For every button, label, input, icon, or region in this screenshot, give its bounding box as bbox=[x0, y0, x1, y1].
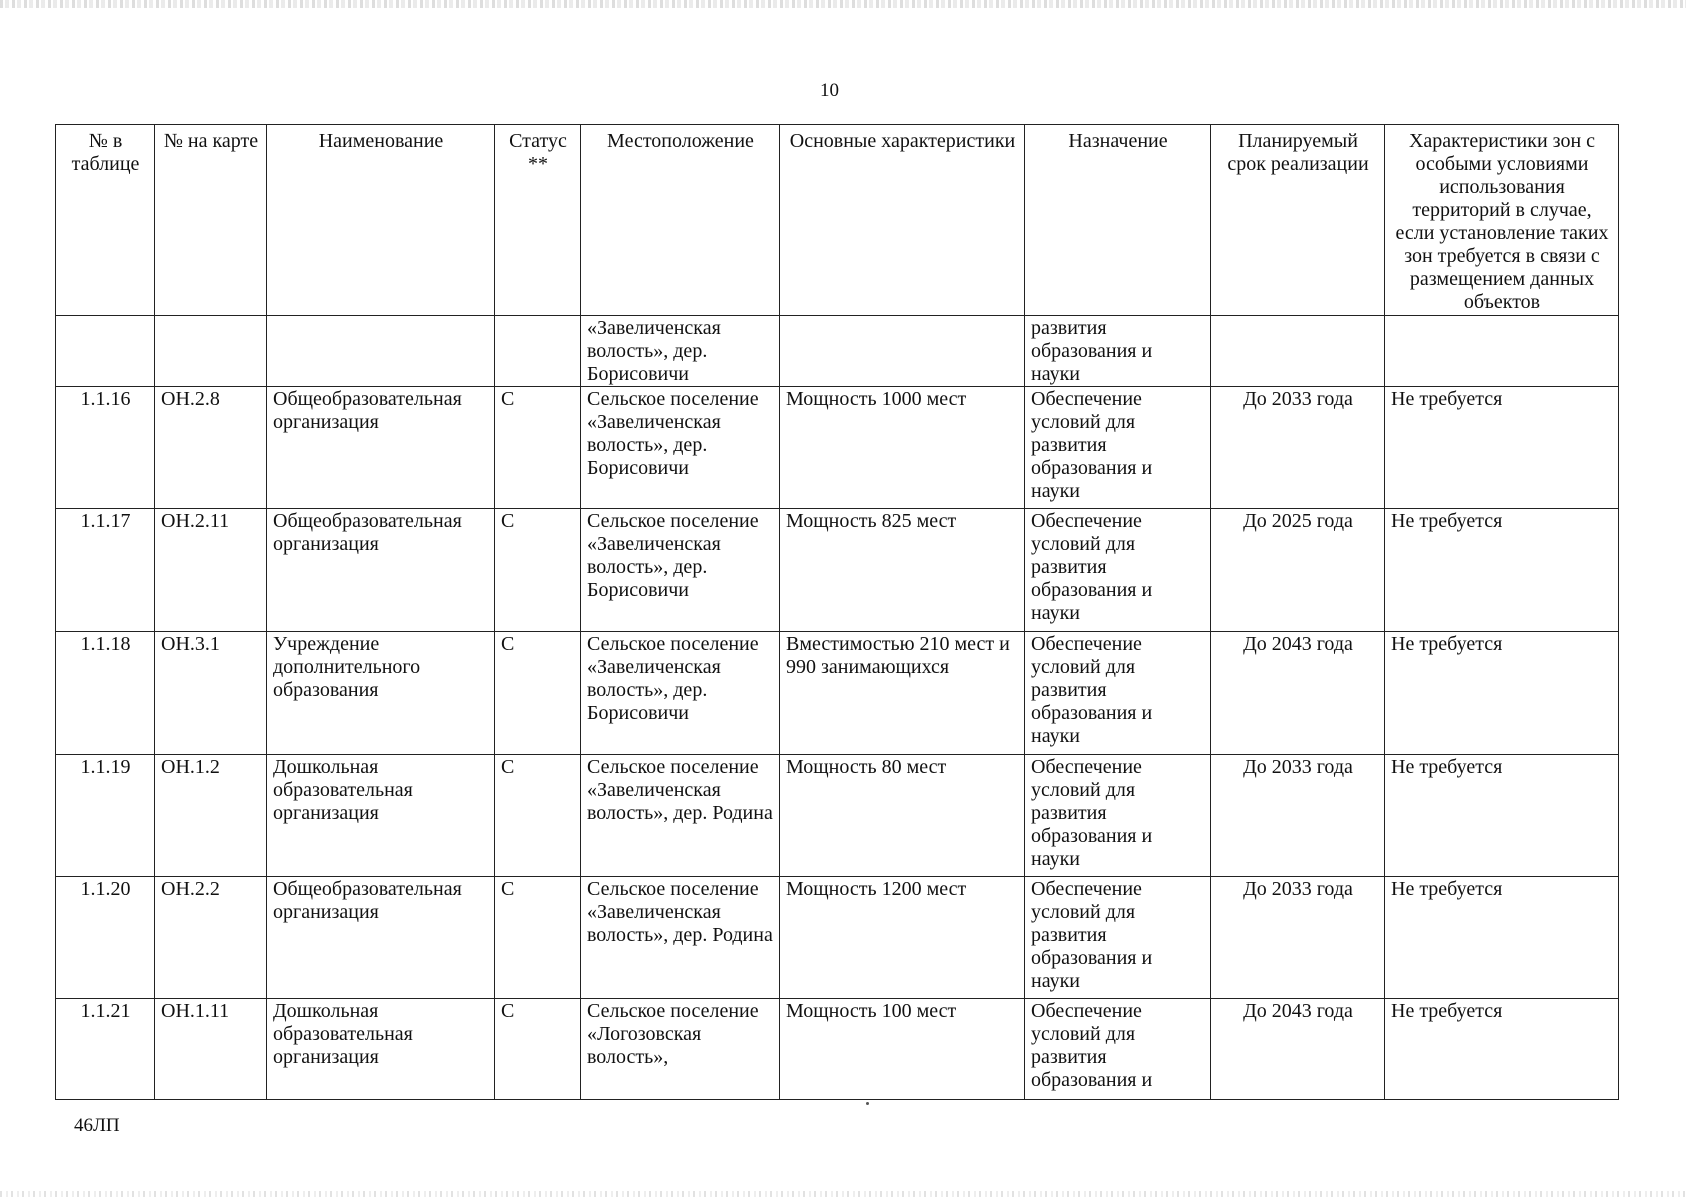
cell-status: С bbox=[495, 755, 581, 877]
cell-name: Учреждение дополнительного образования bbox=[267, 632, 495, 755]
cell-num: 1.1.21 bbox=[56, 999, 155, 1100]
cell-zones: Не требуется bbox=[1385, 877, 1619, 999]
page-number: 10 bbox=[820, 80, 839, 101]
cell-purpose: Обеспечение условий для развития образования и науки bbox=[1025, 387, 1211, 509]
cell-num bbox=[56, 316, 155, 387]
cell-term: До 2043 года bbox=[1211, 999, 1385, 1100]
cell-purpose: развития образования и науки bbox=[1025, 316, 1211, 387]
cell-map: ОН.1.11 bbox=[155, 999, 267, 1100]
cell-term: До 2025 года bbox=[1211, 509, 1385, 632]
cell-status: С bbox=[495, 877, 581, 999]
header-cell: Основные характеристики bbox=[780, 125, 1025, 316]
cell-zones bbox=[1385, 316, 1619, 387]
header-cell: Характеристики зон с особыми условиями использования территорий в случае, если установление таких зон требуется в связи с размещением данных объектов bbox=[1385, 125, 1619, 316]
cell-zones: Не требуется bbox=[1385, 509, 1619, 632]
table-row bbox=[56, 755, 1619, 877]
table-row bbox=[56, 877, 1619, 999]
cell-location: «Завеличенская волость», дер. Борисовичи bbox=[581, 316, 780, 387]
cell-map: ОН.1.2 bbox=[155, 755, 267, 877]
cell-num: 1.1.16 bbox=[56, 387, 155, 509]
cell-map: ОН.2.2 bbox=[155, 877, 267, 999]
cell-zones: Не требуется bbox=[1385, 387, 1619, 509]
cell-characteristics: Вместимостью 210 мест и 990 занимающихся bbox=[780, 632, 1025, 755]
table-row bbox=[56, 632, 1619, 755]
cell-status: С bbox=[495, 999, 581, 1100]
scan-speck bbox=[866, 1102, 869, 1105]
cell-num: 1.1.20 bbox=[56, 877, 155, 999]
cell-name bbox=[267, 316, 495, 387]
cell-map bbox=[155, 316, 267, 387]
cell-name: Общеобразовательная организация bbox=[267, 387, 495, 509]
header-cell: Местоположение bbox=[581, 125, 780, 316]
cell-map: ОН.2.11 bbox=[155, 509, 267, 632]
scan-edge-bottom bbox=[0, 1191, 1686, 1197]
cell-location: Сельское поселение «Завеличенская волость», дер. Борисовичи bbox=[581, 387, 780, 509]
cell-name: Дошкольная образовательная организация bbox=[267, 999, 495, 1100]
cell-status bbox=[495, 316, 581, 387]
cell-term: До 2033 года bbox=[1211, 755, 1385, 877]
cell-characteristics: Мощность 825 мест bbox=[780, 509, 1025, 632]
cell-purpose: Обеспечение условий для развития образования и науки bbox=[1025, 755, 1211, 877]
header-cell: Планируемый срок реализации bbox=[1211, 125, 1385, 316]
header-cell: № в таблице bbox=[56, 125, 155, 316]
cell-characteristics: Мощность 1200 мест bbox=[780, 877, 1025, 999]
cell-map: ОН.3.1 bbox=[155, 632, 267, 755]
cell-location: Сельское поселение «Завеличенская волость», дер. Борисовичи bbox=[581, 509, 780, 632]
cell-name: Дошкольная образовательная организация bbox=[267, 755, 495, 877]
cell-zones: Не требуется bbox=[1385, 632, 1619, 755]
table-row bbox=[56, 999, 1619, 1100]
cell-term: До 2033 года bbox=[1211, 387, 1385, 509]
cell-location: Сельское поселение «Завеличенская волость», дер. Борисовичи bbox=[581, 632, 780, 755]
header-cell: Статус ** bbox=[495, 125, 581, 316]
cell-term: До 2033 года bbox=[1211, 877, 1385, 999]
cell-purpose: Обеспечение условий для развития образования и bbox=[1025, 999, 1211, 1100]
cell-purpose: Обеспечение условий для развития образования и науки bbox=[1025, 509, 1211, 632]
header-cell: Назначение bbox=[1025, 125, 1211, 316]
cell-characteristics bbox=[780, 316, 1025, 387]
cell-name: Общеобразовательная организация bbox=[267, 877, 495, 999]
cell-status: С bbox=[495, 509, 581, 632]
objects-table bbox=[55, 124, 1619, 1100]
cell-num: 1.1.19 bbox=[56, 755, 155, 877]
cell-characteristics: Мощность 100 мест bbox=[780, 999, 1025, 1100]
cell-location: Сельское поселение «Завеличенская волость», дер. Родина bbox=[581, 877, 780, 999]
cell-num: 1.1.18 bbox=[56, 632, 155, 755]
cell-term: До 2043 года bbox=[1211, 632, 1385, 755]
cell-num: 1.1.17 bbox=[56, 509, 155, 632]
table-row bbox=[56, 509, 1619, 632]
cell-purpose: Обеспечение условий для развития образования и науки bbox=[1025, 877, 1211, 999]
document-code: 46ЛП bbox=[74, 1115, 120, 1136]
cell-characteristics: Мощность 80 мест bbox=[780, 755, 1025, 877]
scan-edge-top bbox=[0, 0, 1686, 8]
table-row bbox=[56, 387, 1619, 509]
table-row-continuation bbox=[56, 316, 1619, 387]
cell-zones: Не требуется bbox=[1385, 999, 1619, 1100]
cell-zones: Не требуется bbox=[1385, 755, 1619, 877]
cell-location: Сельское поселение «Завеличенская волость», дер. Родина bbox=[581, 755, 780, 877]
cell-purpose: Обеспечение условий для развития образования и науки bbox=[1025, 632, 1211, 755]
header-cell: № на карте bbox=[155, 125, 267, 316]
cell-status: С bbox=[495, 387, 581, 509]
cell-name: Общеобразовательная организация bbox=[267, 509, 495, 632]
cell-characteristics: Мощность 1000 мест bbox=[780, 387, 1025, 509]
cell-status: С bbox=[495, 632, 581, 755]
cell-term bbox=[1211, 316, 1385, 387]
cell-location: Сельское поселение «Логозовская волость», bbox=[581, 999, 780, 1100]
table-header-row bbox=[56, 125, 1619, 316]
header-cell: Наименование bbox=[267, 125, 495, 316]
cell-map: ОН.2.8 bbox=[155, 387, 267, 509]
